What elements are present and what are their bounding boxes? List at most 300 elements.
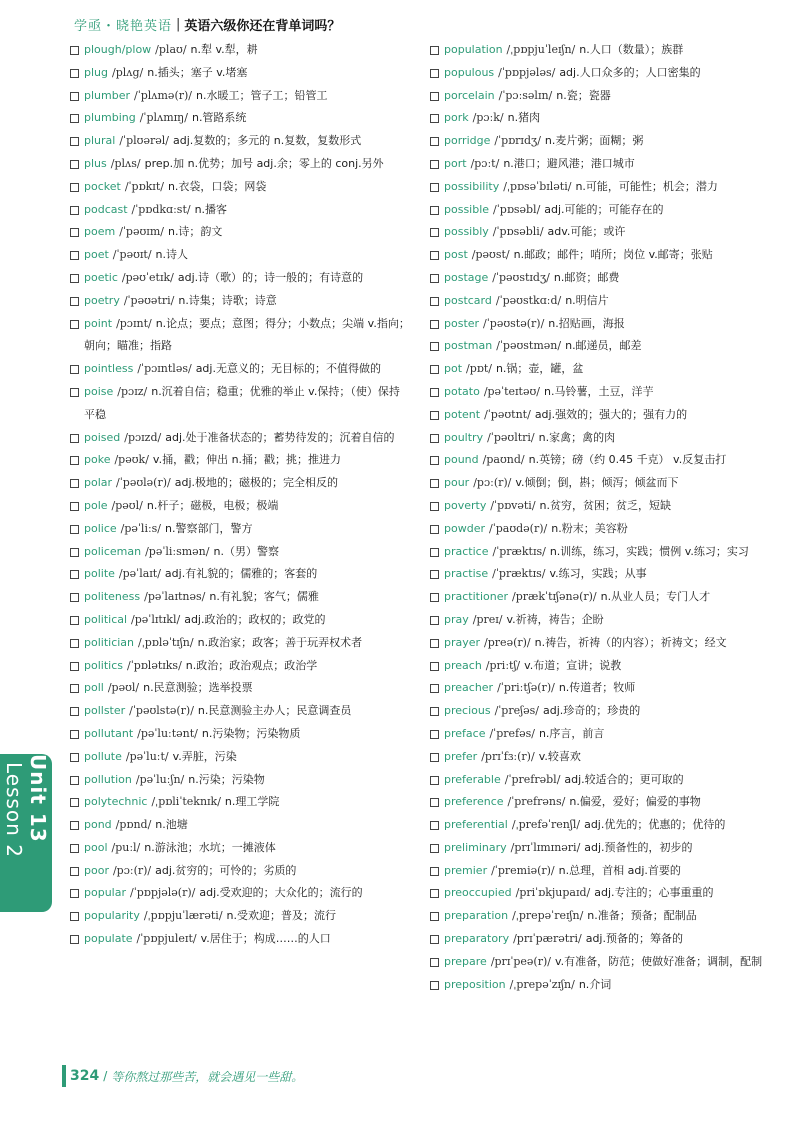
entry-phonetic: /ˈpriːtʃə(r)/ — [497, 681, 555, 695]
word-entry — [70, 381, 410, 427]
word-entry — [70, 39, 410, 62]
entry-checkbox[interactable] — [430, 320, 439, 329]
entry-phonetic: /pɔɪz/ — [117, 384, 148, 398]
page-title: 英语六级你还在背单词吗？ — [184, 18, 341, 34]
entry-phonetic: /ˈpəʊɪm/ — [119, 225, 164, 239]
entry-word: poetry — [84, 293, 120, 307]
entry-word: popular — [84, 886, 126, 900]
entry-definition: n.猪肉 — [507, 111, 541, 125]
word-entry — [430, 107, 770, 130]
entry-phonetic: /ˈpræktɪs/ — [492, 567, 546, 581]
word-entry — [70, 449, 410, 472]
entry-checkbox[interactable] — [430, 411, 439, 420]
entry-phonetic: /pəˈliːs/ — [120, 521, 162, 535]
entry-word: pollution — [84, 772, 132, 786]
entry-definition: n.管路系统 — [191, 111, 247, 125]
word-entry — [430, 313, 770, 336]
entry-definition: n.序言，前言 — [538, 726, 605, 740]
entry-checkbox[interactable] — [430, 593, 439, 602]
entry-checkbox[interactable] — [70, 456, 79, 465]
entry-phonetic: /ˈpɒvəti/ — [490, 498, 536, 512]
word-entry — [430, 244, 770, 267]
entry-word: point — [84, 316, 113, 330]
entry-phonetic: /priːtʃ/ — [485, 658, 521, 672]
entry-phonetic: /ˈpɒpjələ(r)/ — [130, 886, 196, 900]
entry-word: poem — [84, 225, 116, 239]
entry-word: pollutant — [84, 726, 134, 740]
entry-checkbox[interactable] — [70, 46, 79, 55]
entry-definition: n.游泳池；水坑；一摊液体 — [144, 840, 276, 854]
unit-side-tab — [0, 754, 52, 912]
entry-checkbox[interactable] — [70, 889, 79, 898]
entry-definition: n.邮资；邮费 — [553, 270, 620, 284]
entry-word: potato — [444, 384, 480, 398]
entry-word: porridge — [444, 134, 491, 148]
entry-checkbox[interactable] — [70, 183, 79, 192]
word-entry — [70, 107, 410, 130]
entry-checkbox[interactable] — [430, 662, 439, 671]
entry-phonetic: /pəʊl/ — [111, 498, 143, 512]
entry-definition: adj.受欢迎的；大众化的；流行的 — [199, 886, 363, 900]
entry-phonetic: /pəˈluːt/ — [125, 749, 169, 763]
word-entry — [70, 290, 410, 313]
entry-word: political — [84, 612, 128, 626]
word-entry — [70, 860, 410, 883]
entry-checkbox[interactable] — [430, 525, 439, 534]
entry-definition: n.人口（数量）；族群 — [579, 43, 684, 56]
word-entry — [430, 290, 770, 313]
entry-checkbox[interactable] — [70, 707, 79, 716]
entry-phonetic: /ˈpəʊstɪdʒ/ — [492, 270, 550, 284]
entry-checkbox[interactable] — [430, 912, 439, 921]
entry-definition: n.犁 v.犁，耕 — [190, 43, 258, 56]
entry-checkbox[interactable] — [70, 388, 79, 397]
entry-definition: adj.极地的；磁极的；完全相反的 — [174, 476, 339, 490]
entry-checkbox[interactable] — [430, 776, 439, 785]
entry-word: poise — [84, 384, 114, 398]
entry-checkbox[interactable] — [430, 365, 439, 374]
entry-checkbox[interactable] — [70, 662, 79, 671]
entry-word: police — [84, 521, 117, 535]
entry-phonetic: /pɔːk/ — [472, 111, 504, 125]
entry-phonetic: /ˌpɒləˈtɪʃn/ — [138, 635, 194, 649]
entry-checkbox[interactable] — [430, 502, 439, 511]
entry-definition: n.论点；要点；意图；得分；小数点；尖端 v.指向；朝向；瞄准；指路 — [84, 316, 410, 353]
entry-checkbox[interactable] — [70, 639, 79, 648]
entry-checkbox[interactable] — [70, 479, 79, 488]
entry-word: poster — [444, 316, 480, 330]
entry-phonetic: /ˈpɒlətɪks/ — [126, 658, 182, 672]
entry-checkbox[interactable] — [70, 867, 79, 876]
entry-definition: n.麦片粥；面糊；粥 — [544, 134, 644, 148]
entry-checkbox[interactable] — [70, 365, 79, 374]
word-entry — [430, 85, 770, 108]
entry-word: preoccupied — [444, 886, 512, 900]
entry-definition: n.插头；塞子 v.堵塞 — [147, 65, 248, 79]
entry-word: possible — [444, 202, 490, 216]
entry-checkbox[interactable] — [430, 684, 439, 693]
entry-checkbox[interactable] — [70, 137, 79, 146]
entry-checkbox[interactable] — [430, 548, 439, 557]
entry-checkbox[interactable] — [430, 479, 439, 488]
entry-checkbox[interactable] — [70, 776, 79, 785]
word-entry — [430, 541, 770, 564]
entry-checkbox[interactable] — [430, 160, 439, 169]
entry-phonetic: /pəʊst/ — [471, 248, 510, 262]
entry-checkbox[interactable] — [430, 570, 439, 579]
entry-definition: adj.预备的；筹备的 — [585, 932, 683, 946]
entry-definition: adj.可能的；可能存在的 — [544, 202, 664, 216]
entry-phonetic: /ˈpɒsəbl/ — [493, 202, 541, 216]
word-entry — [430, 586, 770, 609]
entry-phonetic: /plaʊ/ — [155, 43, 187, 56]
entry-word: pour — [444, 476, 470, 490]
entry-checkbox[interactable] — [430, 69, 439, 78]
entry-word: preparatory — [444, 932, 510, 946]
entry-phonetic: /ˈpəʊltri/ — [487, 430, 535, 444]
entry-definition: adj.贫穷的；可怜的；劣质的 — [155, 863, 297, 877]
entry-checkbox[interactable] — [70, 434, 79, 443]
page-footer — [62, 1064, 303, 1088]
word-entry — [430, 951, 770, 974]
entry-phonetic: /ˈplʌmɪŋ/ — [139, 111, 188, 125]
entry-checkbox[interactable] — [430, 707, 439, 716]
word-entry — [430, 130, 770, 153]
entry-phonetic: /pəˈlaɪt/ — [118, 567, 161, 581]
word-entry — [70, 130, 410, 153]
word-entry — [430, 974, 770, 997]
entry-word: potent — [444, 407, 481, 421]
entry-phonetic: /ˈpɒpjuleɪt/ — [136, 932, 197, 946]
entry-word: precious — [444, 704, 491, 718]
entry-checkbox[interactable] — [70, 616, 79, 625]
entry-checkbox[interactable] — [430, 798, 439, 807]
entry-definition: n.邮递员，邮差 — [565, 339, 642, 353]
word-entry — [70, 427, 410, 450]
entry-checkbox[interactable] — [70, 251, 79, 260]
word-entry — [430, 632, 770, 655]
entry-checkbox[interactable] — [430, 981, 439, 990]
entry-checkbox[interactable] — [430, 251, 439, 260]
entry-checkbox[interactable] — [70, 297, 79, 306]
entry-definition: n.准备；预备；配制品 — [587, 909, 697, 923]
entry-checkbox[interactable] — [430, 137, 439, 146]
entry-phonetic: /plʌs/ — [110, 156, 141, 170]
entry-definition: n.家禽；禽的肉 — [538, 430, 616, 444]
entry-checkbox[interactable] — [430, 616, 439, 625]
entry-checkbox[interactable] — [430, 46, 439, 55]
entry-phonetic: /pəˈteɪtəʊ/ — [483, 384, 540, 398]
word-entry — [430, 860, 770, 883]
entry-checkbox[interactable] — [430, 753, 439, 762]
entry-checkbox[interactable] — [70, 160, 79, 169]
entry-checkbox[interactable] — [70, 730, 79, 739]
word-entry — [70, 495, 410, 518]
entry-phonetic: /ˌprepəˈzɪʃn/ — [509, 977, 575, 991]
entry-word: polite — [84, 567, 115, 581]
word-entry — [70, 358, 410, 381]
entry-definition: n.从业人员；专门人才 — [600, 590, 711, 604]
word-entry — [430, 221, 770, 244]
entry-phonetic: /ˈpəʊlə(r)/ — [116, 476, 171, 490]
word-entry — [70, 905, 410, 928]
entry-definition: n.港口；避风港；港口城市 — [503, 156, 635, 170]
word-entry — [70, 882, 410, 905]
entry-phonetic: /ˈpɒkɪt/ — [124, 179, 164, 193]
entry-phonetic: /plʌg/ — [112, 65, 144, 79]
entry-definition: n.诗人 — [155, 248, 189, 262]
entry-phonetic: /ˈpəʊstmən/ — [496, 339, 562, 353]
entry-phonetic: /preɪ/ — [472, 612, 503, 626]
word-entry — [70, 541, 410, 564]
entry-checkbox[interactable] — [430, 958, 439, 967]
entry-definition: prep.加 n.优势；加号 adj.余；零上的 conj.另外 — [144, 156, 384, 170]
entry-phonetic: /ˌprepəˈreɪʃn/ — [512, 909, 584, 923]
entry-definition: n.总理，首相 adj.首要的 — [558, 863, 681, 877]
entry-word: preposition — [444, 977, 506, 991]
entry-checkbox[interactable] — [70, 753, 79, 762]
entry-word: poll — [84, 681, 104, 695]
word-entry — [430, 700, 770, 723]
header-divider: | — [176, 16, 181, 32]
entry-word: port — [444, 156, 467, 170]
entry-checkbox[interactable] — [70, 228, 79, 237]
entry-checkbox[interactable] — [70, 92, 79, 101]
entry-checkbox[interactable] — [430, 228, 439, 237]
entry-definition: n.沉着自信；稳重；优雅的举止 v.保持；（使）保持平稳 — [84, 384, 400, 421]
entry-definition: n.（男）警察 — [213, 544, 279, 558]
entry-checkbox[interactable] — [430, 889, 439, 898]
entry-checkbox[interactable] — [70, 798, 79, 807]
word-entry — [430, 769, 770, 792]
word-entry — [430, 655, 770, 678]
entry-checkbox[interactable] — [70, 821, 79, 830]
entry-definition: v.祈祷，祷告；企盼 — [506, 612, 604, 626]
entry-word: pound — [444, 453, 479, 467]
entry-phonetic: /pɔːt/ — [470, 156, 500, 170]
word-entry — [70, 153, 410, 176]
word-entry — [430, 335, 770, 358]
entry-checkbox[interactable] — [430, 730, 439, 739]
entry-definition: n.政治家；政客；善于玩弄权术者 — [197, 635, 363, 649]
entry-checkbox[interactable] — [430, 114, 439, 123]
word-entry — [70, 244, 410, 267]
entry-word: post — [444, 248, 468, 262]
entry-checkbox[interactable] — [430, 206, 439, 215]
word-entry — [430, 39, 770, 62]
word-entry — [430, 723, 770, 746]
lesson-label: Lesson 2 — [2, 762, 26, 858]
word-entry — [70, 221, 410, 244]
word-entry — [70, 814, 410, 837]
entry-definition: n.杆子；磁极，电极；极端 — [146, 498, 279, 512]
entry-phonetic: /preə(r)/ — [484, 635, 531, 649]
entry-word: preacher — [444, 681, 494, 695]
entry-definition: n.受欢迎；普及；流行 — [226, 909, 336, 923]
entry-definition: n.民意测验；选举投票 — [143, 681, 253, 695]
entry-phonetic: /ˈpɔɪntləs/ — [137, 362, 192, 376]
entry-phonetic: /pɔː(r)/ — [112, 863, 152, 877]
entry-word: preach — [444, 658, 482, 672]
entry-phonetic: /pəˈluːtənt/ — [137, 726, 198, 740]
word-entry — [70, 769, 410, 792]
entry-phonetic: /pəʊk/ — [114, 453, 149, 467]
word-entry — [70, 609, 410, 632]
entry-word: polar — [84, 476, 113, 490]
word-entry — [70, 700, 410, 723]
word-entry — [70, 723, 410, 746]
entry-definition: n.播客 — [194, 202, 228, 216]
entry-checkbox[interactable] — [430, 388, 439, 397]
entry-phonetic: /ˌprefəˈrenʃl/ — [511, 818, 581, 832]
word-entry — [70, 746, 410, 769]
entry-checkbox[interactable] — [430, 456, 439, 465]
word-entry — [430, 449, 770, 472]
entry-definition: adj.诗（歌）的；诗一般的；有诗意的 — [177, 270, 364, 284]
brand-name: 学亟・晓艳英语 — [74, 18, 173, 34]
entry-checkbox[interactable] — [430, 297, 439, 306]
entry-definition: v.较喜欢 — [538, 749, 581, 763]
entry-checkbox[interactable] — [70, 274, 79, 283]
entry-definition: adj.无意义的；无目标的；不值得做的 — [195, 362, 381, 376]
entry-phonetic: /ˈprefrəbl/ — [504, 772, 561, 786]
entry-phonetic: /ˈprefəs/ — [489, 726, 535, 740]
word-entry — [430, 427, 770, 450]
entry-definition: n.贫穷，贫困；贫乏，短缺 — [539, 498, 671, 512]
entry-word: practice — [444, 544, 489, 558]
entry-checkbox[interactable] — [70, 570, 79, 579]
entry-definition: n.邮政；邮件；哨所；岗位 v.邮寄；张贴 — [513, 248, 713, 262]
entry-definition: adj.复数的；多元的 n.复数，复数形式 — [172, 134, 362, 148]
entry-phonetic: /ˌpɒsəˈbɪləti/ — [503, 179, 572, 193]
entry-definition: n.英镑；磅（约 0.45 千克） v.反复击打 — [528, 453, 727, 467]
entry-checkbox[interactable] — [70, 684, 79, 693]
word-entry — [70, 176, 410, 199]
entry-checkbox[interactable] — [430, 935, 439, 944]
entry-word: practise — [444, 567, 489, 581]
word-entry — [430, 677, 770, 700]
word-entry — [70, 518, 410, 541]
word-entry — [430, 199, 770, 222]
word-entry — [430, 381, 770, 404]
entry-word: powder — [444, 521, 485, 535]
entry-phonetic: /ˈpəʊɪt/ — [112, 248, 152, 262]
entry-definition: adj.优先的；优惠的；优待的 — [584, 818, 726, 832]
entry-word: poverty — [444, 498, 487, 512]
word-entry — [70, 655, 410, 678]
word-entry — [430, 928, 770, 951]
entry-word: pond — [84, 818, 112, 832]
entry-definition: v.布道；宣讲；说教 — [524, 658, 622, 672]
entry-word: preferable — [444, 772, 501, 786]
footer-slash: / — [103, 1069, 108, 1083]
entry-phonetic: /ˈpɔːsəlɪn/ — [498, 88, 553, 102]
entry-word: polytechnic — [84, 795, 148, 809]
entry-checkbox[interactable] — [70, 525, 79, 534]
entry-word: preparation — [444, 909, 509, 923]
entry-checkbox[interactable] — [430, 434, 439, 443]
entry-word: poor — [84, 863, 109, 877]
entry-definition: n.理工学院 — [224, 795, 280, 809]
entry-definition: adj.有礼貌的；儒雅的；客套的 — [164, 567, 318, 581]
entry-word: plug — [84, 65, 108, 79]
entry-phonetic: /ˈpɒpjələs/ — [498, 65, 556, 79]
entry-definition: v.居住于；构成……的人口 — [200, 932, 331, 946]
entry-checkbox[interactable] — [70, 593, 79, 602]
entry-checkbox[interactable] — [430, 183, 439, 192]
entry-word: preliminary — [444, 840, 507, 854]
word-entry — [430, 905, 770, 928]
page-header — [74, 12, 340, 36]
entry-checkbox[interactable] — [70, 502, 79, 511]
entry-definition: n.介词 — [578, 977, 612, 991]
entry-checkbox[interactable] — [430, 821, 439, 830]
entry-definition: v.捅，戳；伸出 n.捅；戳；挑；推进力 — [152, 453, 342, 467]
word-entry — [430, 495, 770, 518]
footer-accent-bar — [62, 1065, 66, 1087]
right-word-list — [430, 39, 770, 996]
entry-phonetic: /pəʊˈetɪk/ — [121, 270, 174, 284]
entry-checkbox[interactable] — [430, 867, 439, 876]
word-entry — [430, 176, 770, 199]
page-number: 324 — [70, 1068, 100, 1084]
entry-definition: n.水暖工；管子工；铅管工 — [196, 88, 328, 102]
entry-checkbox[interactable] — [430, 342, 439, 351]
entry-definition: n.祷告，祈祷（的内容）；祈祷文；经文 — [534, 635, 727, 649]
entry-word: postcard — [444, 293, 492, 307]
entry-checkbox[interactable] — [430, 844, 439, 853]
word-entry — [70, 267, 410, 290]
entry-phonetic: /ˌpɒpjuˈlærəti/ — [143, 909, 223, 923]
entry-word: poultry — [444, 430, 484, 444]
entry-checkbox[interactable] — [430, 639, 439, 648]
entry-checkbox[interactable] — [430, 274, 439, 283]
word-entry — [430, 518, 770, 541]
entry-checkbox[interactable] — [70, 844, 79, 853]
entry-checkbox[interactable] — [70, 320, 79, 329]
word-entry — [430, 153, 770, 176]
unit-label: Unit 13 — [26, 754, 50, 843]
word-entry — [430, 746, 770, 769]
entry-checkbox[interactable] — [70, 206, 79, 215]
word-entry — [430, 609, 770, 632]
entry-phonetic: /ˈprefrəns/ — [507, 795, 566, 809]
entry-phonetic: /prækˈtɪʃənə(r)/ — [512, 590, 597, 604]
entry-phonetic: /ˌpɒpjuˈleɪʃn/ — [506, 43, 576, 56]
entry-definition: adj.政治的；政权的；政党的 — [184, 612, 326, 626]
entry-definition: n.瓷；瓷器 — [556, 88, 611, 102]
entry-checkbox[interactable] — [430, 92, 439, 101]
word-entry — [70, 677, 410, 700]
entry-checkbox[interactable] — [70, 69, 79, 78]
entry-word: populate — [84, 932, 133, 946]
entry-checkbox[interactable] — [70, 114, 79, 123]
entry-word: pot — [444, 362, 463, 376]
word-entry — [70, 791, 410, 814]
entry-checkbox[interactable] — [70, 912, 79, 921]
word-entry — [70, 472, 410, 495]
entry-checkbox[interactable] — [70, 548, 79, 557]
entry-checkbox[interactable] — [70, 935, 79, 944]
entry-word: populous — [444, 65, 495, 79]
entry-phonetic: /pɔː(r)/ — [473, 476, 512, 490]
word-entry — [70, 85, 410, 108]
word-entry — [430, 267, 770, 290]
entry-word: premier — [444, 863, 488, 877]
entry-definition: n.偏爱，爱好；偏爱的事物 — [569, 795, 701, 809]
entry-word: plus — [84, 156, 107, 170]
entry-word: prayer — [444, 635, 481, 649]
